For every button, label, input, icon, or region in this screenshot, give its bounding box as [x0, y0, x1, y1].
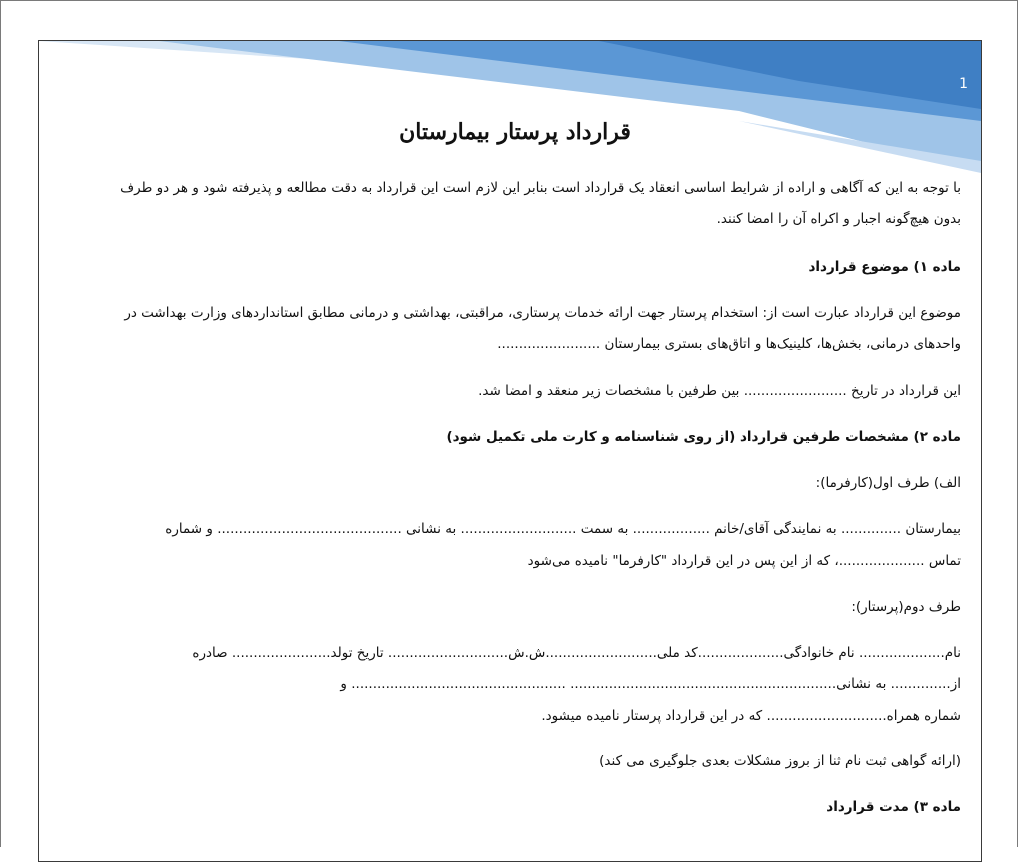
party-a-line-2: تماس ....................، که از این پس در این قرارداد "کارفرما" نامیده می‌شود [527, 553, 961, 569]
party-b-row-2: از.............. به نشانی.............................................................. .................................................. و [340, 676, 961, 692]
article-1-line-2: واحدهای درمانی، بخش‌ها، کلینیک‌ها و اتاق‌های بستری بیمارستان ........................ [497, 336, 961, 352]
page-number: 1 [959, 76, 968, 92]
party-b-row-3: شماره همراه............................ که در این قرارداد پرستار نامیده میشود. [541, 708, 961, 724]
intro-line-1: با توجه به این که آگاهی و اراده از شرایط اساسی انعقاد یک قرارداد است بنابر این لازم است این قرارداد به دقت مطالعه و پذیرفته شود و هر دو طرف [120, 180, 961, 196]
article-2-heading: ماده ۲) مشخصات طرفین قرارداد (از روی شناسنامه و کارت ملی تکمیل شود) [446, 429, 961, 445]
party-b-label: طرف دوم(پرستار): [851, 599, 961, 615]
header-banner [39, 41, 981, 181]
article-1-heading: ماده ۱) موضوع قرارداد [808, 259, 961, 275]
intro-line-2: بدون هیچ‌گونه اجبار و اکراه آن را امضا کنند. [716, 211, 961, 227]
article-1-line-3: این قرارداد در تاریخ ........................ بین طرفین با مشخصات زیر منعقد و امضا شد. [478, 383, 961, 399]
registration-note: (ارائه گواهی ثبت نام ثنا از بروز مشکلات بعدی جلوگیری می کند) [599, 753, 961, 769]
document-page [38, 40, 982, 862]
document-title: قرارداد پرستار بیمارستان [399, 119, 631, 145]
party-b-row-1: نام.................... نام خانوادگی....................کد ملی..........................ش.ش............................ تاریخ تولد....................... صادره [192, 645, 961, 661]
article-3-heading: ماده ۳) مدت قرارداد [826, 799, 961, 815]
article-1-line-1: موضوع این قرارداد عبارت است از: استخدام پرستار جهت ارائه خدمات پرستاری، مراقبتی، بهداشتی و درمانی مطابق استانداردهای وزارت بهداشت در [124, 305, 961, 321]
party-a-line-1: بیمارستان .............. به نمایندگی آقای/خانم .................. به سمت ........................... به نشانی ........................................... و شماره [165, 521, 961, 537]
party-a-label: الف) طرف اول(کارفرما): [815, 475, 961, 491]
